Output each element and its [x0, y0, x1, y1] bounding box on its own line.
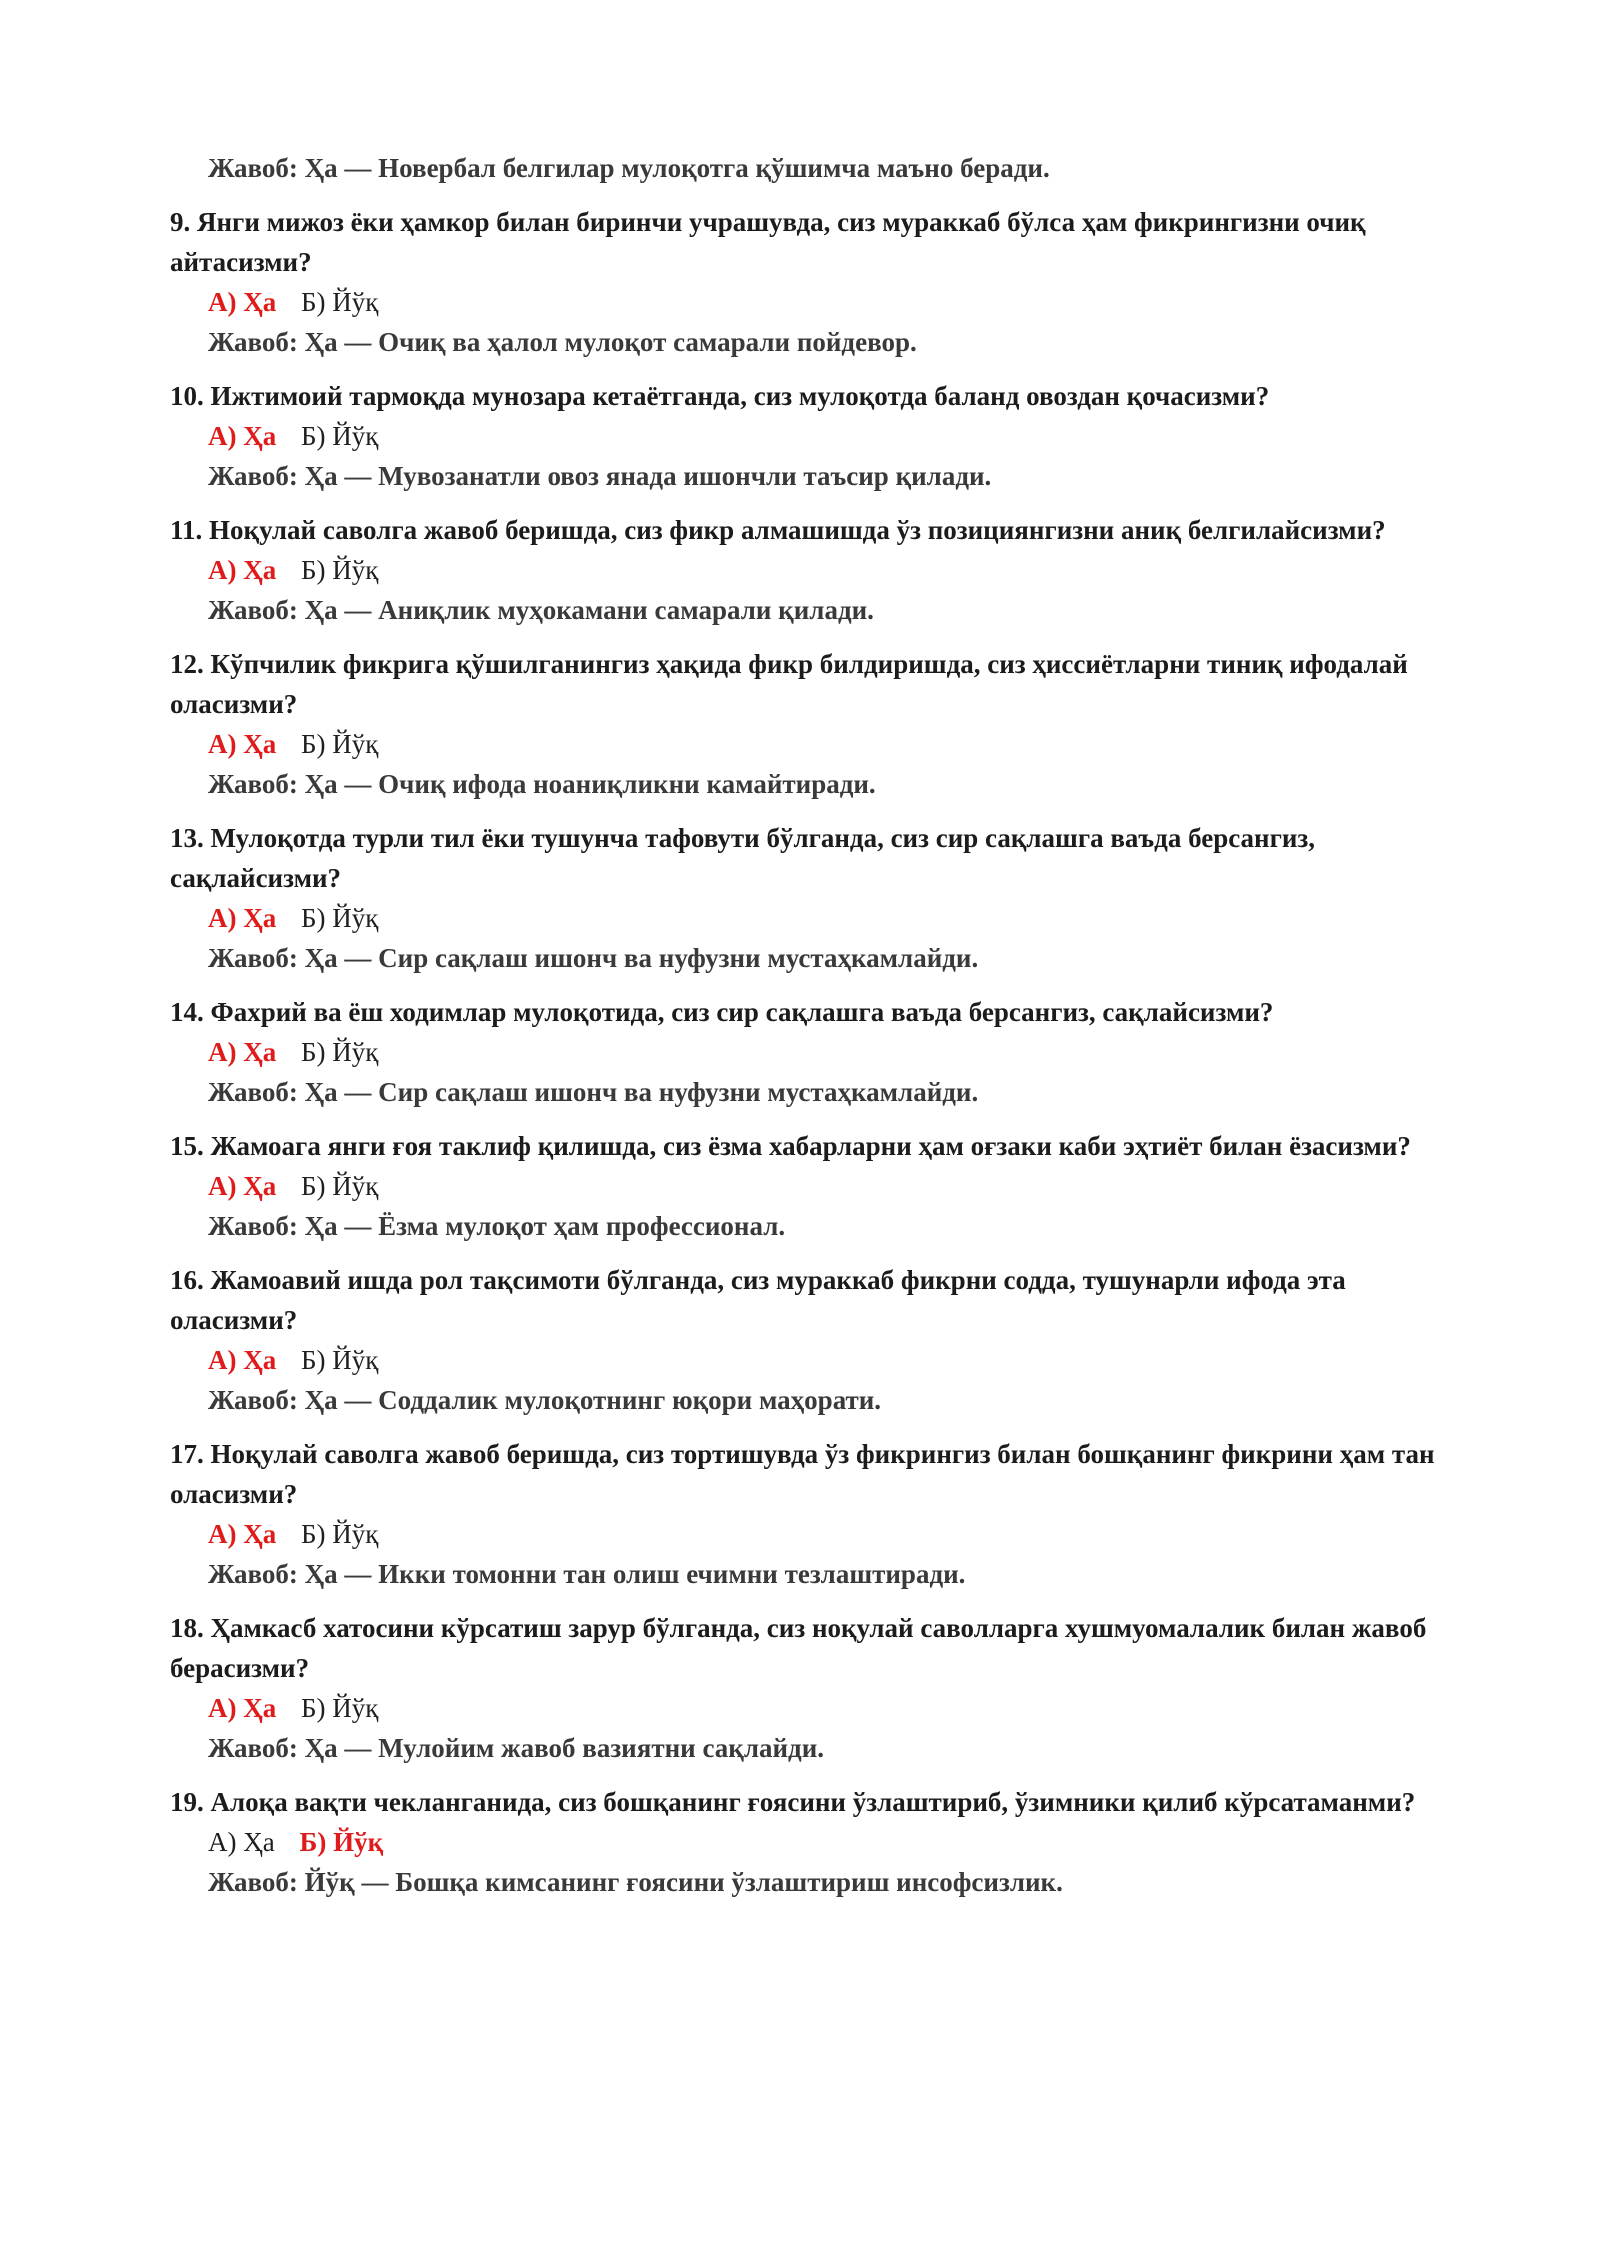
option-a: А) Ҳа — [208, 421, 277, 451]
question-list — [170, 202, 1440, 1902]
question-text: 16. Жамоавий ишда рол тақсимоти бўлганда, сиз мураккаб фикрни содда, тушунарли ифода эта оласизми? — [170, 1265, 1346, 1335]
question-text: 12. Кўпчилик фикрига қўшилганингиз ҳақида фикр билдиришда, сиз ҳиссиётларни тиниқ ифодалай оласизми? — [170, 649, 1408, 719]
option-a: А) Ҳа — [208, 287, 277, 317]
option-b: Б) Йўқ — [301, 1345, 379, 1375]
options — [170, 898, 1440, 938]
options — [170, 724, 1440, 764]
answer-text: Жавоб: Ҳа — Сир сақлаш ишонч ва нуфузни мустаҳкамлайди. — [208, 1077, 979, 1107]
question-item — [170, 1608, 1440, 1768]
option-b: Б) Йўқ — [301, 421, 379, 451]
question-text: 15. Жамоага янги ғоя таклиф қилишда, сиз ёзма хабарларни ҳам оғзаки каби эҳтиёт билан ёзасизми? — [170, 1131, 1411, 1161]
answer-text: Жавоб: Ҳа — Ёзма мулоқот ҳам профессионал. — [208, 1211, 786, 1241]
answer-text: Жавоб: Ҳа — Новербал белгилар мулоқотга қўшимча маъно беради. — [208, 153, 1050, 183]
option-a: А) Ҳа — [208, 1519, 277, 1549]
option-a: А) Ҳа — [208, 729, 277, 759]
option-a: А) Ҳа — [208, 1827, 275, 1857]
question-item — [170, 1434, 1440, 1594]
question-item — [170, 1260, 1440, 1420]
question-item — [170, 818, 1440, 978]
option-a: А) Ҳа — [208, 1171, 277, 1201]
option-b: Б) Йўқ — [301, 1519, 379, 1549]
question-text: 19. Алоқа вақти чекланганида, сиз бошқанинг ғоясини ўзлаштириб, ўзимники қилиб кўрсатаманми? — [170, 1787, 1416, 1817]
answer-text: Жавоб: Ҳа — Соддалик мулоқотнинг юқори маҳорати. — [208, 1385, 882, 1415]
option-a: А) Ҳа — [208, 1693, 277, 1723]
options — [170, 1166, 1440, 1206]
answer-text: Жавоб: Ҳа — Аниқлик муҳокамани самарали қилади. — [208, 595, 874, 625]
option-b: Б) Йўқ — [301, 287, 379, 317]
question-item — [170, 510, 1440, 630]
options — [170, 1514, 1440, 1554]
option-b: Б) Йўқ — [301, 555, 379, 585]
options — [170, 1032, 1440, 1072]
answer-text: Жавоб: Ҳа — Очиқ ифода ноаниқликни камайтиради. — [208, 769, 876, 799]
answer-text: Жавоб: Йўқ — Бошқа кимсанинг ғоясини ўзлаштириш инсофсизлик. — [208, 1867, 1063, 1897]
answer-text: Жавоб: Ҳа — Икки томонни тан олиш ечимни тезлаштиради. — [208, 1559, 966, 1589]
question-text: 9. Янги мижоз ёки ҳамкор билан биринчи учрашувда, сиз мураккаб бўлса ҳам фикрингизни очиқ айтасизми? — [170, 207, 1366, 277]
question-item — [170, 202, 1440, 362]
question-text: 11. Ноқулай саволга жавоб беришда, сиз фикр алмашишда ўз позициянгизни аниқ белгилайсизми? — [170, 515, 1386, 545]
option-a: А) Ҳа — [208, 903, 277, 933]
question-text: 13. Мулоқотда турли тил ёки тушунча тафовути бўлганда, сиз сир сақлашга ваъда берсангиз, сақлайсизми? — [170, 823, 1316, 893]
answer-text: Жавоб: Ҳа — Сир сақлаш ишонч ва нуфузни мустаҳкамлайди. — [208, 943, 979, 973]
question-item — [170, 644, 1440, 804]
question-item — [170, 1782, 1440, 1902]
question-item — [170, 1126, 1440, 1246]
answer-text: Жавоб: Ҳа — Мулойим жавоб вазиятни сақлайди. — [208, 1733, 825, 1763]
option-b: Б) Йўқ — [299, 1827, 384, 1857]
option-b: Б) Йўқ — [301, 1693, 379, 1723]
question-text: 18. Ҳамкасб хатосини кўрсатиш зарур бўлганда, сиз ноқулай саволларга хушмуомалалик билан жавоб берасизми? — [170, 1613, 1427, 1683]
question-text: 17. Ноқулай саволга жавоб беришда, сиз тортишувда ўз фикрингиз билан бошқанинг фикрини ҳам тан оласизми? — [170, 1439, 1435, 1509]
answer-text: Жавоб: Ҳа — Очиқ ва ҳалол мулоқот самарали пойдевор. — [208, 327, 917, 357]
options — [170, 550, 1440, 590]
option-b: Б) Йўқ — [301, 1171, 379, 1201]
question-text: 10. Ижтимоий тармоқда мунозара кетаётганда, сиз мулоқотда баланд овоздан қочасизми? — [170, 381, 1270, 411]
question-item — [170, 992, 1440, 1112]
option-b: Б) Йўқ — [301, 903, 379, 933]
answer-text: Жавоб: Ҳа — Мувозанатли овоз янада ишончли таъсир қилади. — [208, 461, 992, 491]
options — [170, 1822, 1440, 1862]
question-item — [170, 376, 1440, 496]
options — [170, 416, 1440, 456]
options — [170, 1340, 1440, 1380]
options — [170, 1688, 1440, 1728]
option-a: А) Ҳа — [208, 555, 277, 585]
option-a: А) Ҳа — [208, 1345, 277, 1375]
question-text: 14. Фахрий ва ёш ходимлар мулоқотида, сиз сир сақлашга ваъда берсангиз, сақлайсизми? — [170, 997, 1274, 1027]
option-a: А) Ҳа — [208, 1037, 277, 1067]
option-b: Б) Йўқ — [301, 1037, 379, 1067]
option-b: Б) Йўқ — [301, 729, 379, 759]
options — [170, 282, 1440, 322]
